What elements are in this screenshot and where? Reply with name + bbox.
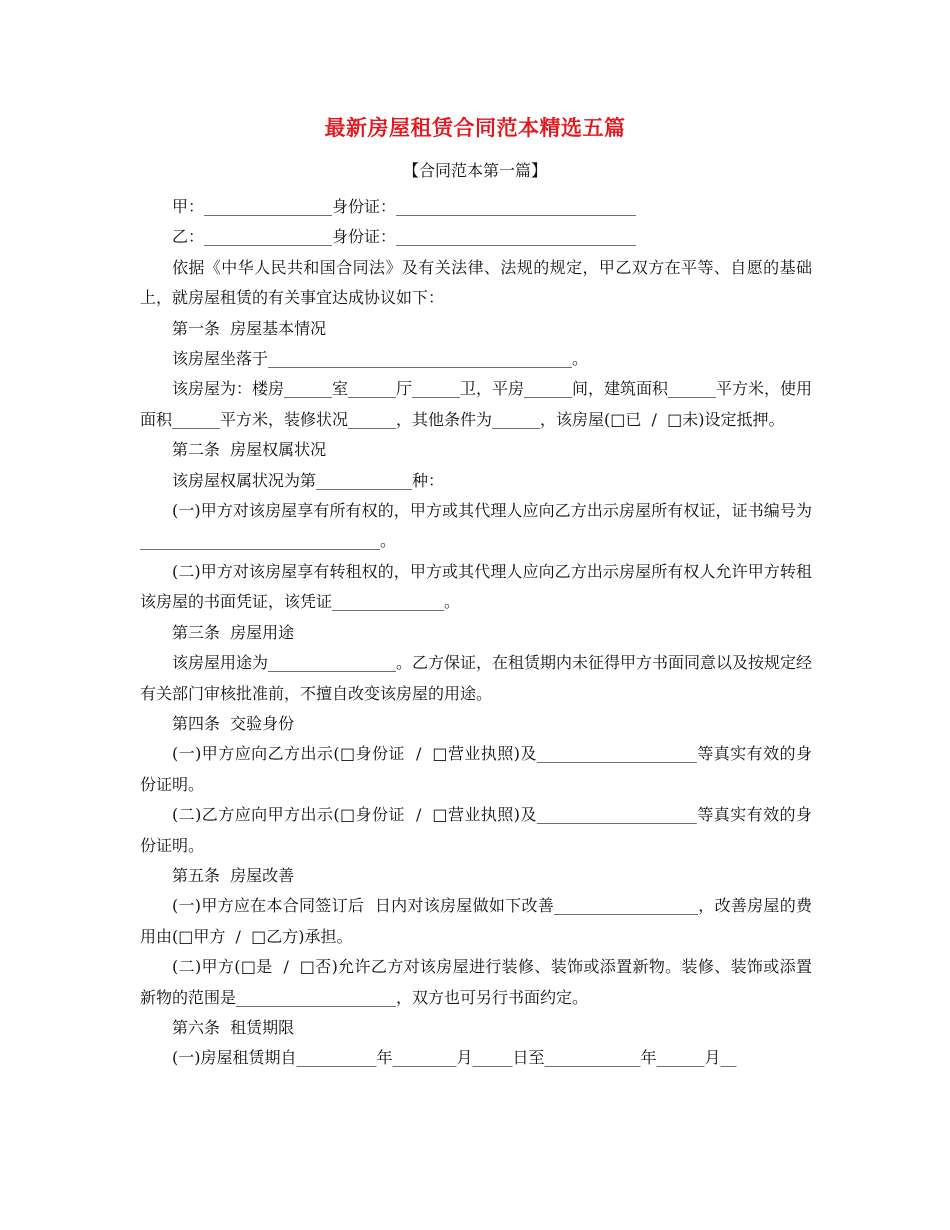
party-b-line: 乙：________________身份证：______________________________ [172, 227, 637, 247]
article-2-clause-1: (一)甲方对该房屋享有所有权的，甲方或其代理人应向乙方出示房屋所有权证，证书编号为______________________________。 [140, 501, 812, 551]
document-body [140, 192, 812, 1074]
article-2-heading: 第二条 房屋权属状况 [172, 440, 327, 460]
article-4-heading: 第四条 交验身份 [172, 713, 295, 733]
article-5-clause-2: (二)甲方(□是 / □否)允许乙方对该房屋进行装修、装饰或添置新物。装修、装饰或添置新物的范围是____________________，双方也可另行书面约定。 [140, 957, 812, 1007]
article-6-heading: 第六条 租赁期限 [172, 1017, 295, 1037]
article-5-clause-1: (一)甲方应在本合同签订后 日内对该房屋做如下改善__________________，改善房屋的费用由(□甲方 / □乙方)承担。 [140, 896, 812, 946]
article-1-location: 该房屋坐落于______________________________________。 [172, 349, 589, 369]
preamble-paragraph: 依据《中华人民共和国合同法》及有关法律、法规的规定，甲乙双方在平等、自愿的基础上，就房屋租赁的有关事宜达成协议如下： [140, 257, 812, 308]
article-4-clause-1: (一)甲方应向乙方出示(□身份证 / □营业执照)及____________________等真实有效的身份证明。 [140, 744, 812, 794]
article-6-clause-1: (一)房屋租赁期自__________年________月_____日至____________年______月__ [172, 1048, 737, 1068]
article-1-details: 该房屋为：楼房______室______厅______卫，平房______间，建筑面积______平方米，使用面积______平方米，装修状况______，其他条件为______，该房屋(□已 / □未)设定抵押。 [140, 379, 813, 429]
article-1-heading: 第一条 房屋基本情况 [172, 318, 327, 338]
party-a-line: 甲：________________身份证：______________________________ [172, 197, 637, 216]
article-2-clause-2: (二)甲方对该房屋享有转租权的，甲方或其代理人应向乙方出示房屋所有权人允许甲方转租该房屋的书面凭证，该凭证______________。 [140, 561, 812, 612]
article-5-heading: 第五条 房屋改善 [172, 865, 295, 885]
article-3-heading: 第三条 房屋用途 [172, 622, 295, 642]
document-title: 最新房屋租赁合同范本精选五篇 [324, 115, 626, 140]
article-3-usage: 该房屋用途为________________。乙方保证，在租赁期内未征得甲方书面同意以及按规定经有关部门审核批准前，不擅自改变该房屋的用途。 [140, 653, 813, 703]
document-subtitle: 【合同范本第一篇】 [402, 161, 547, 180]
article-4-clause-2: (二)乙方应向甲方出示(□身份证 / □营业执照)及____________________等真实有效的身份证明。 [140, 805, 812, 855]
article-2-type: 该房屋权属状况为第____________种： [172, 470, 445, 490]
